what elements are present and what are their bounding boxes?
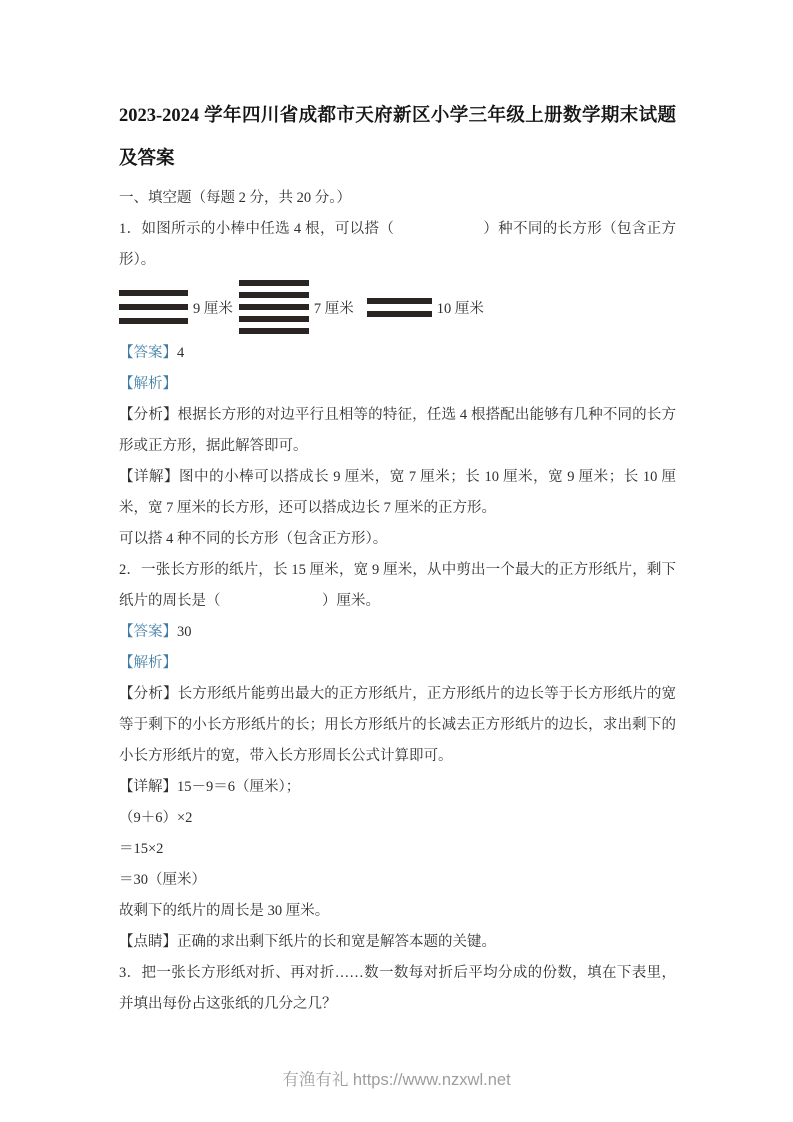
- sticks-figure: [119, 276, 676, 338]
- stick-bar: [367, 311, 432, 317]
- stick-group-7cm: [233, 280, 354, 334]
- answer-line-2: [119, 617, 676, 648]
- stick-label-9cm: 9 厘米: [193, 300, 233, 317]
- stick-group-10cm: [354, 297, 484, 318]
- exam-document: [119, 95, 676, 1020]
- answer-tag-1: 【答案】: [119, 345, 177, 361]
- stick-bars-7cm: [239, 280, 309, 334]
- stick-bar: [239, 280, 309, 286]
- footer-watermark: 有渔有礼 https://www.nzxwl.net: [282, 1071, 511, 1089]
- stick-bar: [239, 304, 309, 310]
- analysis-text-1: 【分析】根据长方形的对边平行且相等的特征，任选 4 根搭配出能够有几种不同的长方形或正方形，据此解答即可。: [119, 407, 676, 454]
- stick-label-7cm: 7 厘米: [313, 300, 354, 317]
- detail-text-1: 【详解】图中的小棒可以搭成长 9 厘米，宽 7 厘米；长 10 厘米，宽 9 厘米；长 10 厘米，宽 7 厘米的长方形，还可以搭成边长 7 厘米的正方形。: [119, 469, 676, 516]
- stick-bar: [119, 290, 188, 296]
- analysis-tag-1: 【解析】: [119, 376, 177, 392]
- stick-bar: [239, 328, 309, 334]
- analysis-tag-2: 【解析】: [119, 655, 177, 671]
- stick-label-10cm: 10 厘米: [436, 300, 484, 317]
- analysis-heading-1: [119, 369, 676, 400]
- question-1-text: 1．如图所示的小棒中任选 4 根，可以搭（ ）种不同的长方形（包含正方形）。: [119, 221, 676, 268]
- question-2-text: 2．一张长方形的纸片，长 15 厘米，宽 9 厘米，从中剪出一个最大的正方形纸片，剩下纸片的周长是（ ）厘米。: [119, 562, 676, 609]
- analysis-text-2: 【分析】长方形纸片能剪出最大的正方形纸片，正方形纸片的边长等于长方形纸片的宽等于剩下的小长方形纸片的长；用长方形纸片的长减去正方形纸片的边长，求出剩下的小长方形纸片的宽，带入长方形周长公式计算即可。: [119, 686, 676, 764]
- question-3-text: 3．把一张长方形纸对折、再对折……数一数每对折后平均分成的份数，填在下表里，并填出每份占这张纸的几分之几？: [119, 965, 676, 1012]
- answer-tag-2: 【答案】: [119, 624, 177, 640]
- section-heading: 一、填空题（每题 2 分，共 20 分。）: [119, 190, 351, 206]
- stick-bar: [119, 304, 188, 310]
- stick-bar: [239, 316, 309, 322]
- stick-bar: [239, 292, 309, 298]
- page-title: 2023-2024 学年四川省成都市天府新区小学三年级上册数学期末试题及答案: [119, 106, 676, 169]
- stick-bar: [367, 298, 432, 304]
- stick-bars-10cm: [367, 298, 432, 317]
- answer-value-2: 30: [177, 624, 192, 640]
- stick-bar: [119, 318, 188, 324]
- detail-text-2: 【详解】15－9＝6（厘米）；: [119, 779, 301, 795]
- answer-line-1: [119, 338, 676, 369]
- answer-value-1: 4: [177, 345, 185, 361]
- conclusion-text-1: 可以搭 4 种不同的长方形（包含正方形）。: [119, 531, 388, 547]
- stick-bars-9cm: [119, 290, 188, 324]
- stick-group-9cm: [119, 290, 233, 324]
- conclusion-text-2: 故剩下的纸片的周长是 30 厘米。: [119, 903, 330, 919]
- analysis-heading-2: [119, 648, 676, 679]
- note-text-2: 【点睛】正确的求出剩下纸片的长和宽是解答本题的关键。: [119, 934, 496, 950]
- equation-step-3: ＝30（厘米）: [119, 872, 206, 888]
- equation-step-1: （9＋6）×2: [119, 810, 193, 826]
- equation-step-2: ＝15×2: [119, 841, 164, 857]
